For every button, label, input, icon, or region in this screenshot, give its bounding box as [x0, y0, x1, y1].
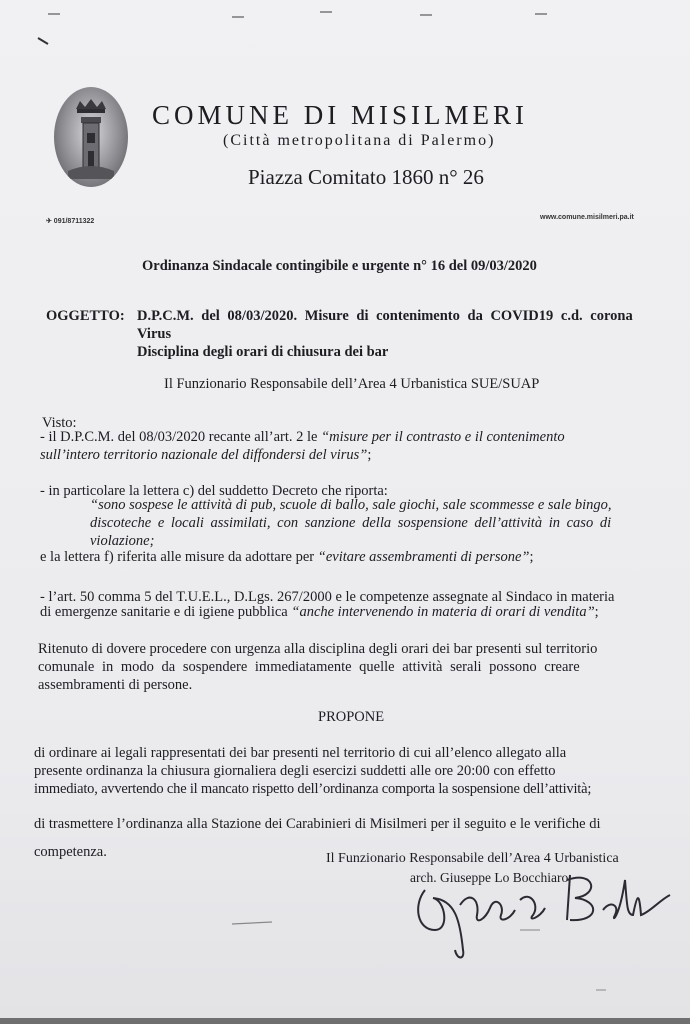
paragraph-line: assembramenti di persone. [38, 677, 193, 693]
page-title: COMUNE DI MISILMERI [152, 100, 528, 130]
page-subtitle: (Città metropolitana di Palermo) [223, 132, 496, 149]
subject-line: D.P.C.M. del 08/03/2020. Misure di contenimento da COVID19 c.d. corona [137, 308, 633, 324]
signature-title: Il Funzionario Responsabile dell’Area 4 Urbanistica [326, 851, 619, 866]
scan-marks [0, 0, 690, 60]
ordinance-title: Ordinanza Sindacale contingibile e urgente n° 16 del 09/03/2020 [142, 258, 537, 274]
paragraph-line: e la lettera f) riferita alle misure da adottare per “evitare assembramenti di persone”; [40, 549, 534, 565]
paragraph-line: competenza. [34, 844, 107, 860]
phone-number: ✈ 091/8711322 [46, 218, 95, 225]
paragraph-line: Ritenuto di dovere procedere con urgenza alla disciplina degli orari dei bar presenti sul territorio [38, 641, 598, 657]
website-url: www.comune.misilmeri.pa.it [540, 214, 634, 221]
paragraph-line: - l’art. 50 comma 5 del T.U.E.L., D.Lgs. 267/2000 e le competenze assegnate al Sindaco in materia [40, 589, 615, 605]
paragraph-line: immediato, avvertendo che il mancato rispetto dell’ordinanza comporta la sospensione dell’attività; [34, 781, 592, 797]
scan-border [0, 1018, 690, 1024]
propone-heading: PROPONE [318, 709, 385, 725]
subject-line: Disciplina degli orari di chiusura dei bar [137, 344, 389, 360]
municipal-address: Piazza Comitato 1860 n° 26 [248, 165, 484, 189]
subject-line: Virus [137, 326, 172, 342]
signature-name: arch. Giuseppe Lo Bocchiaro [410, 870, 569, 885]
subject-label: OGGETTO: [46, 308, 125, 324]
quote-line: violazione; [90, 533, 155, 549]
paragraph-line: - il D.P.C.M. del 08/03/2020 recante all’art. 2 le “misure per il contrasto e il contenimento [40, 429, 565, 445]
paragraph-line: presente ordinanza la chiusura giornaliera degli esercizi suddetti alle ore 20:00 con effetto [34, 763, 556, 779]
quote-line: discoteche e locali assimilati, con sanzione della sospensione dell’attività in caso di [90, 515, 612, 531]
municipal-crest-icon [54, 87, 128, 187]
paragraph-line: - in particolare la lettera c) del suddetto Decreto che riporta: [40, 483, 388, 499]
paragraph-line: di ordinare ai legali rappresentati dei bar presenti nel territorio di cui all’elenco allegato alla [34, 745, 567, 761]
visto-label: Visto: [42, 415, 77, 431]
scan-marks [0, 910, 690, 1010]
paragraph-line: di trasmettere l’ordinanza alla Stazione dei Carabinieri di Misilmeri per il seguito e le verifiche di [34, 816, 601, 832]
paragraph-line: di emergenze sanitarie e di igiene pubblica “anche intervenendo in materia di orari di vendita”; [40, 604, 599, 620]
paragraph-line: sull’intero territorio nazionale del diffondersi del virus”; [40, 447, 372, 463]
official-heading: Il Funzionario Responsabile dell’Area 4 Urbanistica SUE/SUAP [164, 376, 540, 392]
quote-line: “sono sospese le attività di pub, scuole di ballo, sale giochi, sale scommesse e sale bingo, [90, 497, 612, 513]
paragraph-line: comunale in modo da sospendere immediatamente quelle attività serali possono creare [38, 659, 580, 675]
